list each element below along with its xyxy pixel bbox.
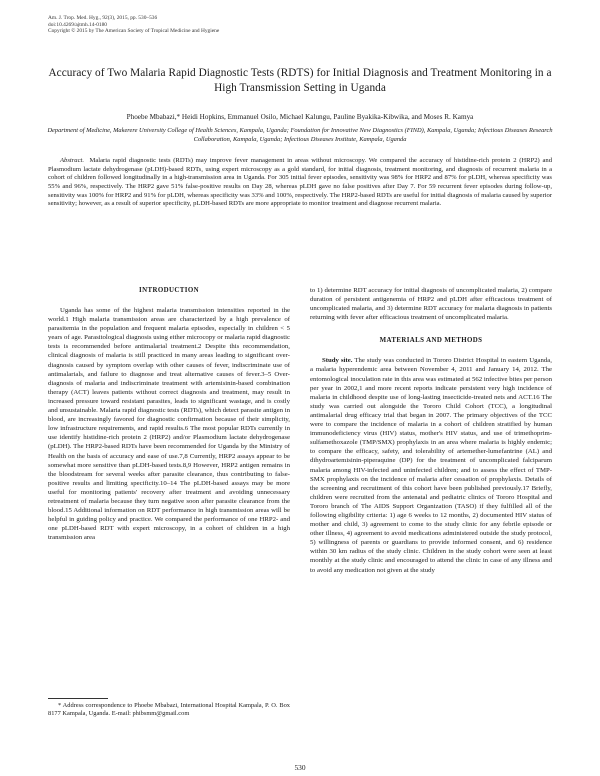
right-column bbox=[310, 286, 552, 575]
author-list: Phoebe Mbabazi,* Heidi Hopkins, Emmanuel Osilo, Michael Kalungu, Pauline Byakika-Kibwika, and Moses R. Kamya bbox=[126, 113, 474, 121]
page-number: 530 bbox=[294, 763, 306, 772]
abstract-label: Abstract. bbox=[60, 157, 84, 164]
introduction-heading: INTRODUCTION bbox=[139, 287, 199, 294]
author-affiliations: Department of Medicine, Makerere University College of Health Sciences, Kampala, Uganda; Foundation for Innovative New Diagnostics (FIND), Kampala, Uganda; Infectious Diseases Research Collaboration, Kampala, Uganda; Infectious Diseases Institute, Kampala, Uganda bbox=[47, 127, 553, 143]
abstract-text: Malaria rapid diagnostic tests (RDTs) may improve fever management in areas without microscopy. We compared the accuracy of histidine-rich protein 2 (HRP2) and Plasmodium lactate dehydrogenase (pLDH)-based RDTs, using expert microscopy as a gold standard, for initial diagnosis, treatment monitoring, and diagnosis of recurrent malaria in a cohort of children followed longitudinally in a high-transmission area in Uganda. For 305 initial fever episodes, sensitivity was 98% for HRP2 and 87% for pLDH, whereas specificity was 55% and 96%, respectively. The HRP2 gave 51% false-positive results on Day 28, whereas pLDH gave no false positives after Day 7. For 59 recurrent fever episodes during follow-up, sensitivity was 100% for HRP2 and 91% for pLDH, whereas specificity was 33% and 100%, respectively. The HRP2-based RDTs are useful for initial diagnosis of malaria caused by superior sensitivity; however, as a result of superior specificity, pLDH-based RDTs are more appropriate to monitor treatment and diagnose recurrent malaria. bbox=[48, 157, 552, 208]
journal-copyright-line: Copyright © 2015 by The American Society of Tropical Medicine and Hygiene bbox=[48, 28, 220, 34]
journal-doi-line: doi:10.4269/ajtmh.14-0180 bbox=[48, 21, 107, 28]
methods-heading: MATERIALS AND METHODS bbox=[379, 337, 483, 345]
study-site-paragraph bbox=[310, 356, 552, 574]
article-title: Accuracy of Two Malaria Rapid Diagnostic Tests (RDTS) for Initial Diagnosis and Treatment Monitoring in a High Transmission Setting in Uganda bbox=[48, 67, 552, 94]
journal-citation bbox=[48, 15, 219, 35]
footnote-divider bbox=[48, 698, 108, 699]
correspondence-footnote: * Address correspondence to Phoebe Mbabazi, International Hospital Kampala, P. O. Box 8177 Kampala, Uganda. E-mail: phibsmm@gmail.com bbox=[48, 702, 290, 718]
abstract bbox=[48, 157, 552, 209]
introduction-text: Uganda has some of the highest malaria transmission intensities reported in the world.1 High malaria transmission areas are characterized by a high prevalence of parasitemia in the population and frequent malaria episodes, especially in children < 5 years of age. Parasitological diagnosis using either microcopy or malaria rapid diagnostic tests is recommended before antimalarial treatment.2 Despite this recommendation, clinical diagnosis of malaria is still practiced in many areas leading to significant over-diagnosis caused by symptom overlap with other causes of fever, indiscriminate use of antimalarials, and failure to diagnose and treat alternative causes of fever.3–5 Over-diagnosis of malaria and indiscriminate treatment with artemisinin-based combination therapy (ACT) leaves patients without correct diagnosis and treatment, may result in increased pressure toward resistant parasites, leads to significant wastage, and is costly and unsustainable. Malaria rapid diagnostic tests (RDTs), which detect parasite antigen in blood, are increasingly favored for diagnostic confirmation because of their simplicity, low infrastructure requirements, and rapid results.6 The most popular RDTs currently in use identify histidine-rich protein 2 (HRP2) and/or Plasmodium lactate dehydrogenase (pLDH). The HRP2-based RDTs have been recommended for Uganda by the Ministry of Health on the basis of accuracy and ease of use.7,8 Currently, HRP2 assays appear to be somewhat more sensitive than pLDH-based tests.8,9 However, HRP2 antigen remains in the bloodstream for several weeks after parasite clearance, thus contributing to false-positive results and limiting specificity.10–14 The pLDH-based assays may be more useful for monitoring patients' recovery after treatment and avoiding unnecessary retreatment of malaria because they turn negative soon after parasite clearance from the blood.15 Additional information on RDT performance in high transmission areas will be helpful in guiding policy and practice. We compared the performance of one HRP2- and one pLDH-based RDT with expert microscopy, in a cohort of children in a high transmission area bbox=[48, 307, 290, 542]
study-site-text: The study was conducted in Tororo District Hospital in eastern Uganda, a malaria hyperendemic area between November 4, 2011 and January 14, 2012. The entomological inoculation rate in this area was estimated at 562 infective bites per person per year in 2002,1 and more recent reports indicate persistent very high incidence of malaria in childhood despite use of long-lasting insecticide-treated nets and ACT.16 The study was carried out alongside the Tororo Child Cohort (TCC), a longitudinal antimalarial drug efficacy trial that began in 2007. The primary objectives of the TCC were to compare the incidence of malaria in a cohort of children stratified by human immunodeficiency virus (HIV) status, mother's HIV status, and use of trimethoprim-sulfamethoxazole (TMP/SMX) prophylaxis in an area where malaria is highly endemic; to compare the efficacy, safety, and tolerability of artemether-lumefantrine (AL) and dihydroartemisinin-piperaquine (DP) for the treatment of uncomplicated falciparum malaria among HIV-infected and uninfected children; and to assess the effect of TMP-SMX prophylaxis on the incidence of malaria after cessation of prophylaxis. Details of the screening and recruitment of this cohort have been published previously.17 Briefly, children were recruited from the antenatal and pediatric clinics of Tororo Hospital and Tororo branch of The AIDS Support Organization (TASO) if they fulfilled all of the following eligibility criteria: 1) age 6 weeks to 12 months, 2) documented HIV status of mother and child, 3) agreement to come to the study clinic for any febrile episode or other illness, 4) agreement to avoid medications administered outside the study protocol, 5) willingness of parents or guardians to provide informed consent, and 6) residence within 30 km radius of the study clinic. Children in the study cohort were seen at least monthly at the study clinic and encouraged to attend the clinic in case of any illness and to avoid any medication not given at the study bbox=[310, 357, 552, 574]
journal-citation-line: Am. J. Trop. Med. Hyg., 92(3), 2015, pp. 530–536 bbox=[48, 15, 158, 21]
introduction-continuation: to 1) determine RDT accuracy for initial diagnosis of uncomplicated malaria, 2) compare duration of persistent antigenemia of HRP2 and pLDH after efficacious treatment of uncomplicated malaria, and 3) determine RDT accuracy for malaria diagnosis in patients returning with fever after efficacious treatment of uncomplicated malaria. bbox=[310, 287, 552, 322]
study-site-label: Study site. bbox=[322, 357, 353, 365]
left-column bbox=[48, 286, 290, 542]
